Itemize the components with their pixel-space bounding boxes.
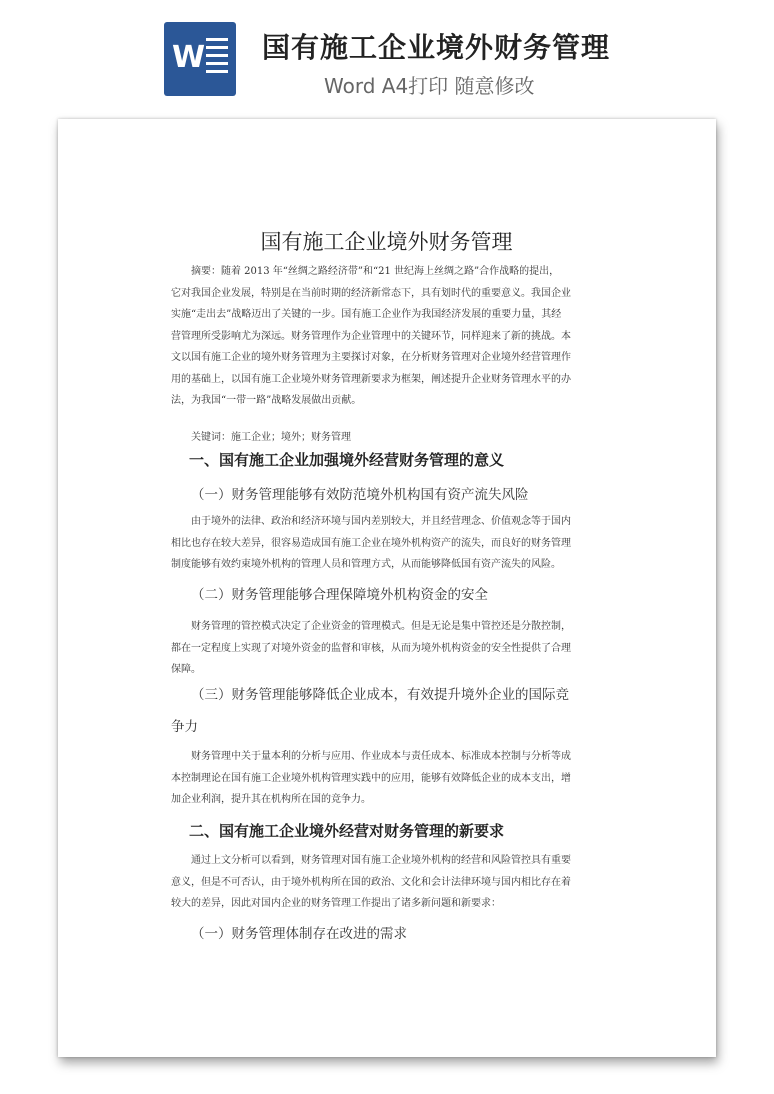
abstract-line: 文以国有施工企业的境外财务管理为主要探讨对象，在分析财务管理对企业境外经营管理作 xyxy=(171,352,571,363)
keywords: 关键词：施工企业；境外；财务管理 xyxy=(191,432,351,443)
word-file-icon xyxy=(164,22,236,96)
paragraph-line: 相比也存在较大差异，很容易造成国有施工企业在境外机构资产的流失，而良好的财务管理 xyxy=(171,537,571,549)
abstract-paragraph xyxy=(171,261,602,412)
paragraph-line: 较大的差异，因此对国内企业的财务管理工作提出了诸多新问题和新要求： xyxy=(171,898,501,909)
paragraph-1-1 xyxy=(171,511,602,576)
abstract-line: 法，为我国“一带一路”战略发展做出贡献。 xyxy=(171,395,362,406)
document-title: 国有施工企业境外财务管理 xyxy=(260,230,513,254)
heading-line: （三）财务管理能够降低企业成本，有效提升境外企业的国际竞 xyxy=(191,687,569,703)
paragraph-1-3 xyxy=(171,746,602,811)
word-lines-icon xyxy=(206,38,228,78)
abstract-line: 它对我国企业发展，特别是在当前时期的经济新常态下，具有划时代的重要意义。我国企业 xyxy=(171,287,571,299)
section-heading-2: 二、国有施工企业境外经营对财务管理的新要求 xyxy=(189,822,505,840)
paragraph-line: 意义，但是不可否认，由于境外机构所在国的政治、文化和会计法律环境与国内相比存在着 xyxy=(171,876,571,888)
paragraph-2 xyxy=(171,850,602,915)
paragraph-line: 保障。 xyxy=(171,664,201,675)
paragraph-line: 通过上文分析可以看到，财务管理对国有施工企业境外机构的经营和风险管控具有重要 xyxy=(191,855,571,866)
abstract-line: 摘要：随着 2013 年“丝绸之路经济带”和“21 世纪海上丝绸之路”合作战略的提出， xyxy=(191,266,560,277)
paragraph-line: 财务管理的管控模式决定了企业资金的管理模式。但是无论是集中管控还是分散控制， xyxy=(191,621,571,632)
paragraph-line: 由于境外的法律、政治和经济环境与国内差别较大，并且经营理念、价值观念等于国内 xyxy=(191,516,571,527)
abstract-line: 用的基础上，以国有施工企业境外财务管理新要求为框架，阐述提升企业财务管理水平的办 xyxy=(171,373,571,385)
subsection-heading-1-1: （一）财务管理能够有效防范境外机构国有资产流失风险 xyxy=(191,487,529,503)
section-heading-1: 一、国有施工企业加强境外经营财务管理的意义 xyxy=(189,451,505,469)
document-preview-header xyxy=(0,0,774,110)
subsection-heading-2-1: （一）财务管理体制存在改进的需求 xyxy=(191,926,407,942)
subsection-heading-1-2: （二）财务管理能够合理保障境外机构资金的安全 xyxy=(191,587,488,603)
abstract-line: 实施“走出去”战略迈出了关键的一步。国有施工企业作为我国经济发展的重要力量，其经 xyxy=(171,309,562,320)
header-title: 国有施工企业境外财务管理 xyxy=(262,31,611,64)
subsection-heading-1-3 xyxy=(171,679,602,743)
paragraph-1-2 xyxy=(171,616,602,681)
word-logo-letter: W xyxy=(172,40,206,75)
paragraph-line: 加企业利润，提升其在机构所在国的竞争力。 xyxy=(171,794,371,805)
header-subtitle: Word A4打印 随意修改 xyxy=(324,74,535,98)
paragraph-line: 财务管理中关于量本利的分析与应用、作业成本与责任成本、标准成本控制与分析等成 xyxy=(191,751,571,762)
abstract-line: 营管理所受影响尤为深远。财务管理作为企业管理中的关键环节，同样迎来了新的挑战。本 xyxy=(171,330,571,342)
paragraph-line: 都在一定程度上实现了对境外资金的监督和审核，从而为境外机构资金的安全性提供了合理 xyxy=(171,642,571,654)
paragraph-line: 制度能够有效约束境外机构的管理人员和管理方式，从而能够降低国有资产流失的风险。 xyxy=(171,559,561,570)
document-page xyxy=(58,119,716,1057)
paragraph-line: 本控制理论在国有施工企业境外机构管理实践中的应用，能够有效降低企业的成本支出，增 xyxy=(171,772,571,784)
heading-line: 争力 xyxy=(171,719,198,735)
